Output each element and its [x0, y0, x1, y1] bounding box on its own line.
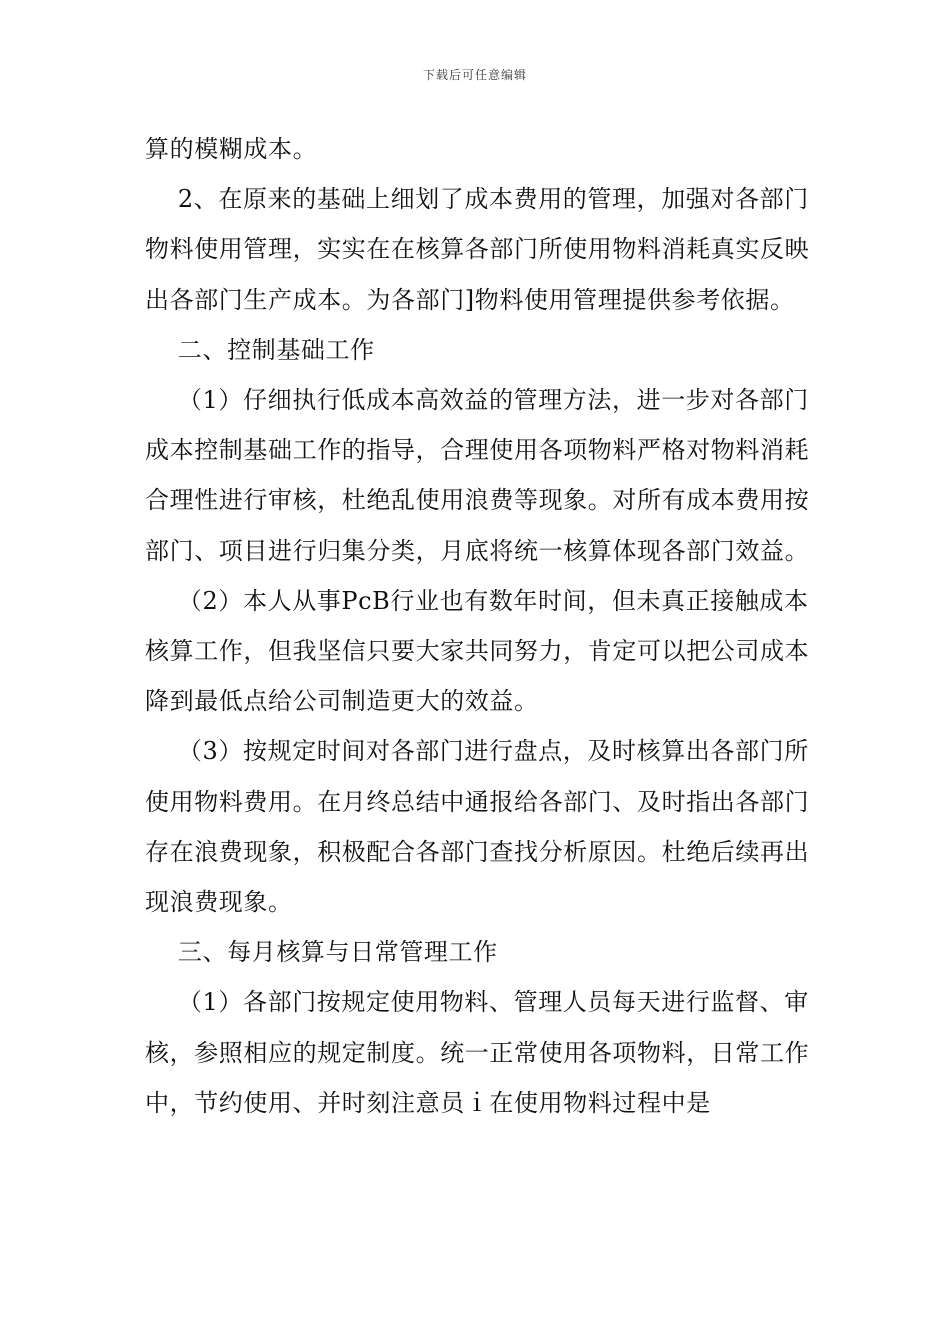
- document-body: [145, 124, 810, 1128]
- section-heading-basic-control: 二、控制基础工作: [145, 335, 375, 364]
- paragraph-item-2: （2）本人从事PcB行业也有数年时间，但未真正接触成本核算工作，但我坚信只要大家共同努力，肯定可以把公司成本降到最低点给公司制造更大的效益。: [145, 586, 810, 716]
- page-header: 下载后可任意编辑: [422, 68, 527, 82]
- paragraph-monthly-item-1: （1）各部门按规定使用物料、管理人员每天进行监督、审核，参照相应的规定制度。统一正常使用各项物料，日常工作中，节约使用、并时刻注意员ｉ在使用物料过程中是: [145, 988, 810, 1117]
- paragraph-fuzzy-cost: 算的模糊成本。: [145, 135, 318, 163]
- paragraph-item-1: （1）仔细执行低成本高效益的管理方法，进一步对各部门成本控制基础工作的指导，合理使用各项物料严格对物料消耗合理性进行审核，杜绝乱使用浪费等现象。对所有成本费用按部门、项目进行归集分类，月底将统一核算体现各部门效益。: [145, 386, 810, 565]
- paragraph-item-3: （3）按规定时间对各部门进行盘点，及时核算出各部门所使用物料费用。在月终总结中通报给各部门、及时指出各部门存在浪费现象，积极配合各部门查找分析原因。杜绝后续再出现浪费现象。: [145, 737, 810, 917]
- paragraph-cost-management: 2、在原来的基础上细划了成本费用的管理，加强对各部门物料使用管理，实实在在核算各部门所使用物料消耗真实反映出各部门生产成本。为各部门]物料使用管理提供参考依据。: [145, 185, 810, 314]
- section-heading-monthly-accounting: 三、每月核算与日常管理工作: [145, 938, 498, 967]
